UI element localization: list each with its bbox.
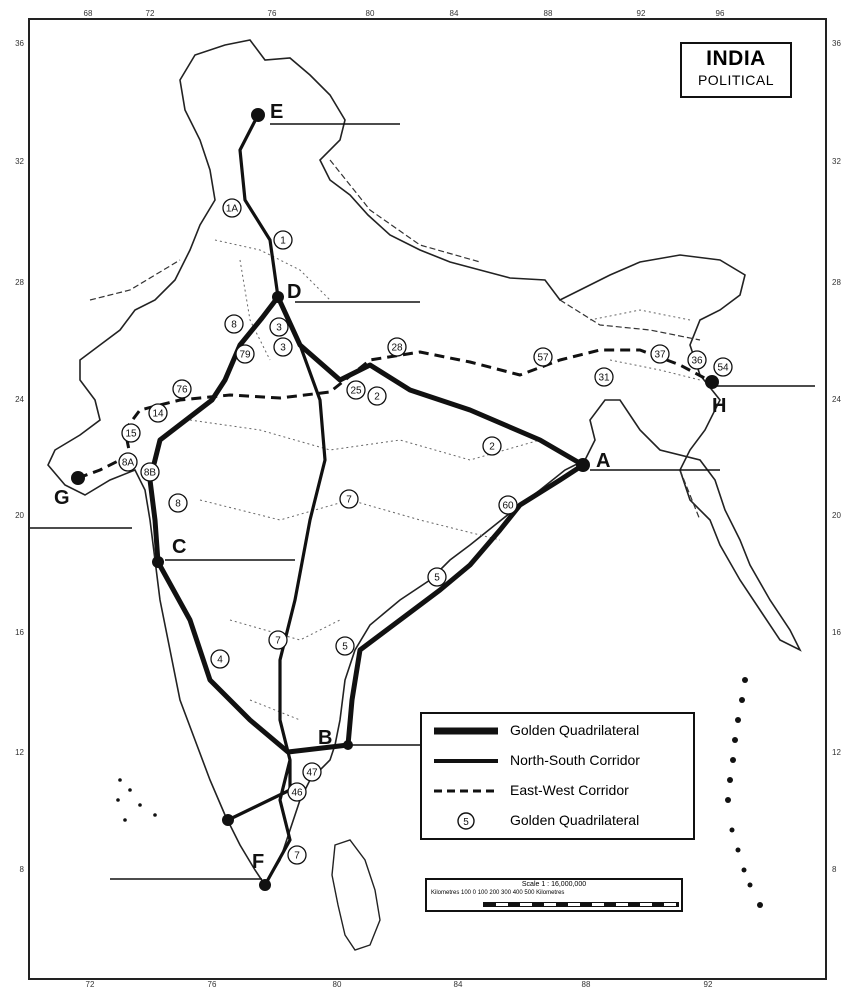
highway-number: 7 [275, 635, 281, 647]
graticule-tick-label: 24 [15, 395, 24, 404]
legend-gq-symbol [432, 718, 500, 744]
highway-number: 1 [280, 235, 286, 247]
point-label-d: D [287, 281, 302, 303]
highway-number: 54 [717, 362, 729, 374]
graticule-tick-label: 72 [85, 980, 95, 989]
graticule-tick-label: 88 [543, 9, 553, 18]
graticule-tick-label: 96 [715, 9, 725, 18]
graticule-tick-label: 28 [15, 278, 24, 287]
graticule-tick-label: 68 [83, 9, 93, 18]
highway-number: 7 [294, 850, 300, 862]
highway-number: 15 [125, 428, 137, 440]
graticule-tick-label: 36 [832, 39, 841, 48]
point-label-c: C [172, 536, 187, 558]
graticule-tick-label: 84 [453, 980, 463, 989]
map-subtitle: POLITICAL [697, 72, 775, 88]
graticule-tick-label: 72 [145, 9, 155, 18]
highway-number: 36 [691, 355, 703, 367]
graticule-tick-label: 32 [832, 157, 841, 166]
legend-row-highway-marker [428, 808, 693, 834]
legend-label: Golden Quadrilateral [510, 722, 640, 738]
graticule-tick-label: 80 [332, 980, 342, 989]
graticule-tick-label: 76 [267, 9, 277, 18]
legend-row-north-south [428, 748, 693, 774]
point-label-e: E [270, 101, 284, 123]
graticule-tick-label: 12 [15, 748, 24, 757]
point-label-a: A [596, 450, 611, 472]
graticule-tick-label: 80 [365, 9, 375, 18]
graticule-tick-label: 8 [19, 865, 24, 874]
graticule-tick-label: 32 [15, 157, 24, 166]
highway-number: 8A [121, 457, 135, 469]
highway-number: 7 [346, 494, 352, 506]
highway-number: 8 [175, 498, 181, 510]
graticule-tick-label: 20 [15, 511, 24, 520]
graticule-tick-label: 12 [832, 748, 841, 757]
legend-nh-number: 5 [463, 817, 469, 828]
highway-number: 57 [537, 352, 549, 364]
scale-title: Scale 1 : 16,000,000 [521, 881, 587, 888]
legend-label: North-South Corridor [510, 752, 640, 768]
graticule-tick-label: 92 [703, 980, 713, 989]
scale-box [425, 878, 683, 912]
highway-number: 5 [342, 641, 348, 653]
highway-number: 47 [306, 767, 318, 779]
point-label-h: H [712, 395, 727, 417]
graticule-tick-label: 28 [832, 278, 841, 287]
highway-number: 60 [502, 500, 514, 512]
highway-number: 37 [654, 349, 666, 361]
graticule-tick-label: 24 [832, 395, 841, 404]
highway-number: 4 [217, 654, 223, 666]
highway-number: 25 [350, 385, 362, 397]
highway-number: 14 [152, 408, 164, 420]
highway-number: 31 [598, 372, 610, 384]
highway-number: 46 [291, 787, 303, 799]
graticule-tick-label: 88 [581, 980, 591, 989]
legend-row-east-west [428, 778, 693, 804]
highway-number: 79 [239, 349, 251, 361]
highway-number: 3 [276, 322, 282, 334]
legend-row-golden-quadrilateral [428, 718, 693, 744]
legend-ew-symbol [432, 778, 500, 804]
highway-number: 2 [374, 391, 380, 403]
highway-number: 8B [143, 467, 157, 479]
highway-number: 2 [489, 441, 495, 453]
point-label-g: G [54, 487, 70, 509]
graticule-tick-label: 92 [636, 9, 646, 18]
legend [420, 712, 695, 840]
legend-label: East-West Corridor [510, 782, 629, 798]
legend-label: Golden Quadrilateral [510, 812, 640, 828]
graticule-tick-label: 36 [15, 39, 24, 48]
graticule-tick-label: 16 [832, 628, 841, 637]
highway-number: 1A [225, 203, 239, 215]
scale-bar [483, 902, 679, 907]
point-label-f: F [252, 851, 265, 873]
graticule-tick-label: 84 [449, 9, 459, 18]
highway-number: 3 [280, 342, 286, 354]
highway-number: 28 [391, 342, 403, 354]
title-box [680, 42, 792, 98]
legend-nh-symbol [432, 808, 500, 834]
map-title: INDIA [706, 47, 766, 70]
highway-number: 5 [434, 572, 440, 584]
legend-ns-symbol [432, 748, 500, 774]
highway-number: 76 [176, 384, 188, 396]
graticule-tick-label: 8 [832, 865, 837, 874]
scale-km-label: Kilometres 100 0 100 200 300 400 500 Kilometres [431, 890, 565, 896]
graticule-tick-label: 76 [207, 980, 217, 989]
graticule-tick-label: 16 [15, 628, 24, 637]
highway-number: 8 [231, 319, 237, 331]
point-label-b: B [318, 727, 333, 749]
graticule-tick-label: 20 [832, 511, 841, 520]
